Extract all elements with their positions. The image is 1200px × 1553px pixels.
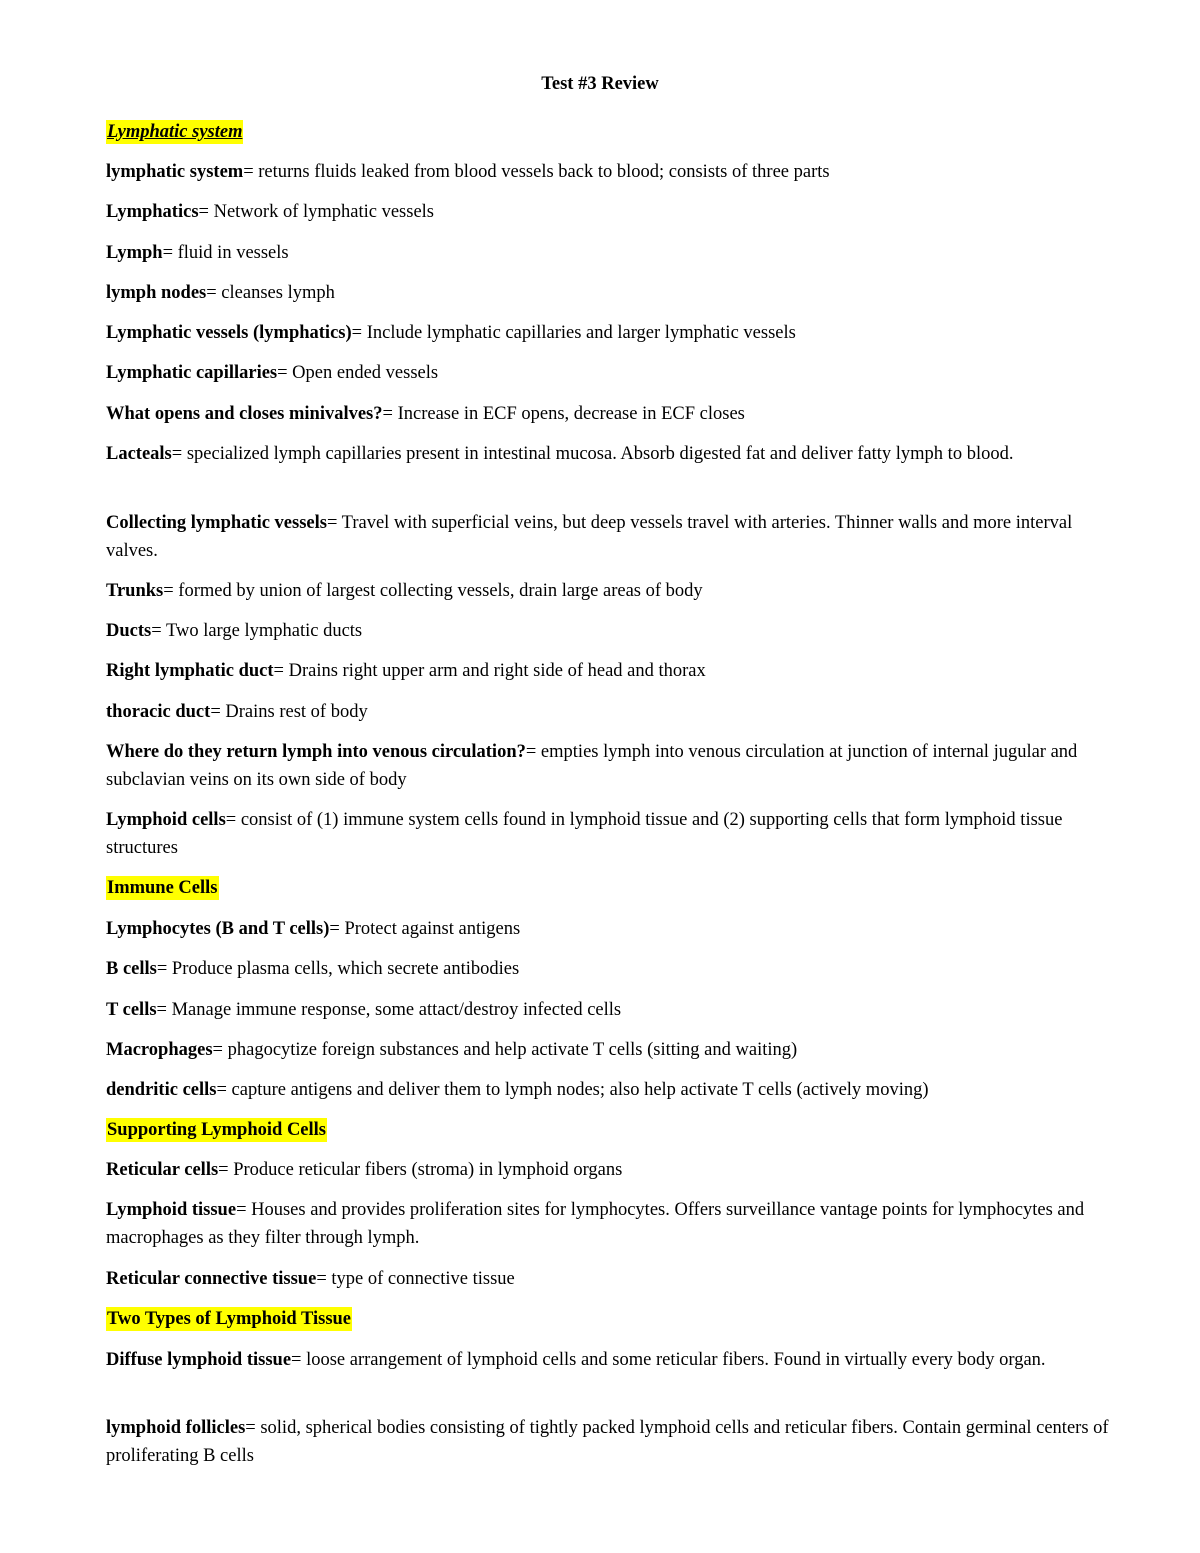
entry-definition: = specialized lymph capillaries present in intestinal mucosa. Absorb digested fat and deliver fatty lymph to blood.: [171, 444, 1014, 464]
entry-term: lymph nodes: [106, 283, 207, 303]
entry-definition: = cleanses lymph: [206, 283, 335, 303]
entry-venous-return: [106, 738, 1116, 794]
entry-term: Where do they return lymph into venous circulation?: [106, 742, 526, 762]
entry-definition: = Drains rest of body: [210, 702, 368, 722]
entry-definition: = loose arrangement of lymphoid cells and some reticular fibers. Found in virtually every body organ.: [291, 1350, 1046, 1370]
entry-definition: = Increase in ECF opens, decrease in ECF closes: [382, 404, 745, 424]
entry-term: Macrophages: [106, 1040, 213, 1060]
entry-dendritic-cells: [106, 1076, 1116, 1104]
entry-term: B cells: [106, 959, 157, 979]
entry-definition: = Open ended vessels: [277, 363, 439, 383]
entry-term: Diffuse lymphoid tissue: [106, 1350, 292, 1370]
entry-lymphocytes: [106, 915, 1116, 943]
entry-definition: = Drains right upper arm and right side of head and thorax: [273, 661, 706, 681]
entry-definition: = solid, spherical bodies consisting of tightly packed lymphoid cells and reticular fibers. Contain germinal centers of proliferating B cells: [106, 1418, 1109, 1466]
entry-term: Trunks: [106, 581, 164, 601]
entry-term: T cells: [106, 1000, 157, 1020]
entry-definition: = Houses and provides proliferation sites for lymphocytes. Offers surveillance vantage points for lymphocytes and macrophages as they filter through lymph.: [106, 1200, 1085, 1248]
entry-lacteals: [106, 440, 1116, 468]
entry-term: Ducts: [106, 621, 152, 641]
entry-ducts: [106, 617, 1116, 645]
entry-definition: = Protect against antigens: [329, 919, 521, 939]
entry-lymphatic-capillaries: [106, 359, 1116, 387]
entry-term: Lymphatics: [106, 202, 199, 222]
entry-term: Lymphatic capillaries: [106, 363, 278, 383]
entry-lymph: [106, 239, 1116, 267]
entry-definition: = fluid in vessels: [162, 243, 289, 263]
entry-definition: = formed by union of largest collecting vessels, drain large areas of body: [163, 581, 703, 601]
section-heading-immune-cells: Immune Cells: [107, 878, 218, 898]
entry-term: Lymphatic vessels (lymphatics): [106, 323, 352, 343]
entry-definition: = phagocytize foreign substances and help activate T cells (sitting and waiting): [212, 1040, 798, 1060]
entry-definition: = Include lymphatic capillaries and larger lymphatic vessels: [351, 323, 796, 343]
entry-definition: = Manage immune response, some attact/destroy infected cells: [156, 1000, 622, 1020]
entry-term: Reticular connective tissue: [106, 1269, 317, 1289]
entry-definition: = Produce plasma cells, which secrete antibodies: [156, 959, 520, 979]
entry-definition: = type of connective tissue: [316, 1269, 515, 1289]
entry-lymphoid-tissue: [106, 1196, 1116, 1252]
entry-definition: = consist of (1) immune system cells found in lymphoid tissue and (2) supporting cells that form lymphoid tissue structures: [106, 810, 1063, 858]
entry-definition: = Produce reticular fibers (stroma) in lymphoid organs: [218, 1160, 623, 1180]
entry-definition: = returns fluids leaked from blood vessels back to blood; consists of three parts: [243, 162, 830, 182]
entry-term: thoracic duct: [106, 702, 211, 722]
section-heading-supporting-lymphoid-cells: Supporting Lymphoid Cells: [107, 1120, 326, 1140]
entry-macrophages: [106, 1036, 1116, 1064]
entry-lymphoid-follicles: [106, 1414, 1116, 1470]
entry-term: Lacteals: [106, 444, 172, 464]
entry-thoracic-duct: [106, 698, 1116, 726]
entry-term: Collecting lymphatic vessels: [106, 513, 327, 533]
entry-definition: = Network of lymphatic vessels: [198, 202, 434, 222]
entry-reticular-cells: [106, 1156, 1116, 1184]
entry-term: dendritic cells: [106, 1080, 217, 1100]
entry-diffuse-lymphoid-tissue: [106, 1346, 1116, 1374]
entry-lymphatic-vessels: [106, 319, 1116, 347]
entry-trunks: [106, 577, 1116, 605]
entry-term: Lymphoid cells: [106, 810, 226, 830]
entry-term: lymphoid follicles: [106, 1418, 246, 1438]
entry-lymphatics: [106, 198, 1116, 226]
entry-definition: = capture antigens and deliver them to lymph nodes; also help activate T cells (actively moving): [216, 1080, 929, 1100]
entry-collecting-lymphatic-vessels: [106, 509, 1116, 565]
entry-term: Reticular cells: [106, 1160, 219, 1180]
document-title: Test #3 Review: [541, 74, 659, 94]
entry-b-cells: [106, 955, 1116, 983]
entry-term: Right lymphatic duct: [106, 661, 274, 681]
entry-term: Lymphoid tissue: [106, 1200, 237, 1220]
entry-definition: = Two large lymphatic ducts: [151, 621, 363, 641]
entry-lymph-nodes: [106, 279, 1116, 307]
section-heading-lymphatic-system: Lymphatic system: [107, 122, 243, 142]
entry-term: lymphatic system: [106, 162, 244, 182]
entry-minivalves: [106, 400, 1116, 428]
entry-term: What opens and closes minivalves?: [106, 404, 383, 424]
entry-definition: = empties lymph into venous circulation at junction of internal jugular and subclavian veins on its own side of body: [106, 742, 1078, 790]
section-heading-two-types-lymphoid-tissue: Two Types of Lymphoid Tissue: [107, 1309, 352, 1329]
entry-term: Lymph: [106, 243, 163, 263]
entry-right-lymphatic-duct: [106, 657, 1116, 685]
entry-term: Lymphocytes (B and T cells): [106, 919, 330, 939]
entry-reticular-connective-tissue: [106, 1265, 1116, 1293]
entry-t-cells: [106, 996, 1116, 1024]
entry-lymphoid-cells: [106, 806, 1116, 862]
entry-definition: = Travel with superficial veins, but deep vessels travel with arteries. Thinner walls and more interval valves.: [106, 513, 1073, 561]
entry-lymphatic-system: [106, 158, 1116, 186]
